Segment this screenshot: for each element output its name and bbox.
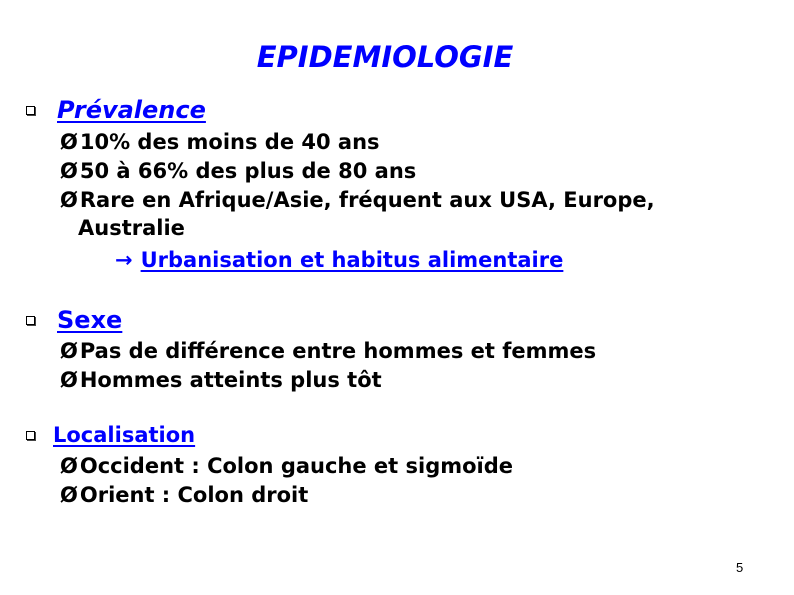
- arrow-bullet-icon: Ø: [60, 339, 78, 363]
- prevalence-line-1: Ø10% des moins de 40 ans: [60, 130, 380, 154]
- square-bullet-icon: [26, 316, 35, 325]
- arrow-bullet-icon: Ø: [60, 454, 78, 478]
- arrow-bullet-icon: Ø: [60, 130, 78, 154]
- square-bullet-icon: [26, 431, 35, 440]
- section-localisation-heading: [26, 423, 195, 447]
- sexe-heading: Sexe: [57, 306, 123, 334]
- slide-title: EPIDEMIOLOGIE: [256, 40, 514, 74]
- square-bullet-icon: [26, 106, 35, 115]
- prevalence-conclusion: → Urbanisation et habitus alimentaire: [115, 248, 564, 272]
- section-prevalence-heading: [26, 96, 206, 124]
- arrow-bullet-icon: Ø: [60, 483, 78, 507]
- sexe-line-2: ØHommes atteints plus tôt: [60, 368, 382, 392]
- sexe-line-1: ØPas de différence entre hommes et femmes: [60, 339, 597, 363]
- localisation-heading: Localisation: [53, 423, 196, 447]
- arrow-bullet-icon: Ø: [60, 188, 78, 212]
- prevalence-line-3: ØRare en Afrique/Asie, fréquent aux USA, Europe,: [60, 188, 655, 212]
- localisation-line-1: ØOccident : Colon gauche et sigmoïde: [60, 454, 514, 478]
- localisation-line-2: ØOrient : Colon droit: [60, 483, 309, 507]
- arrow-bullet-icon: Ø: [60, 368, 78, 392]
- section-sexe-heading: [26, 306, 122, 334]
- prevalence-continuation: Australie: [78, 216, 185, 240]
- page-number: 5: [736, 560, 744, 575]
- prevalence-heading: Prévalence: [57, 96, 206, 124]
- prevalence-line-2: Ø50 à 66% des plus de 80 ans: [60, 159, 417, 183]
- arrow-bullet-icon: Ø: [60, 159, 78, 183]
- arrow-right-icon: →: [115, 248, 133, 272]
